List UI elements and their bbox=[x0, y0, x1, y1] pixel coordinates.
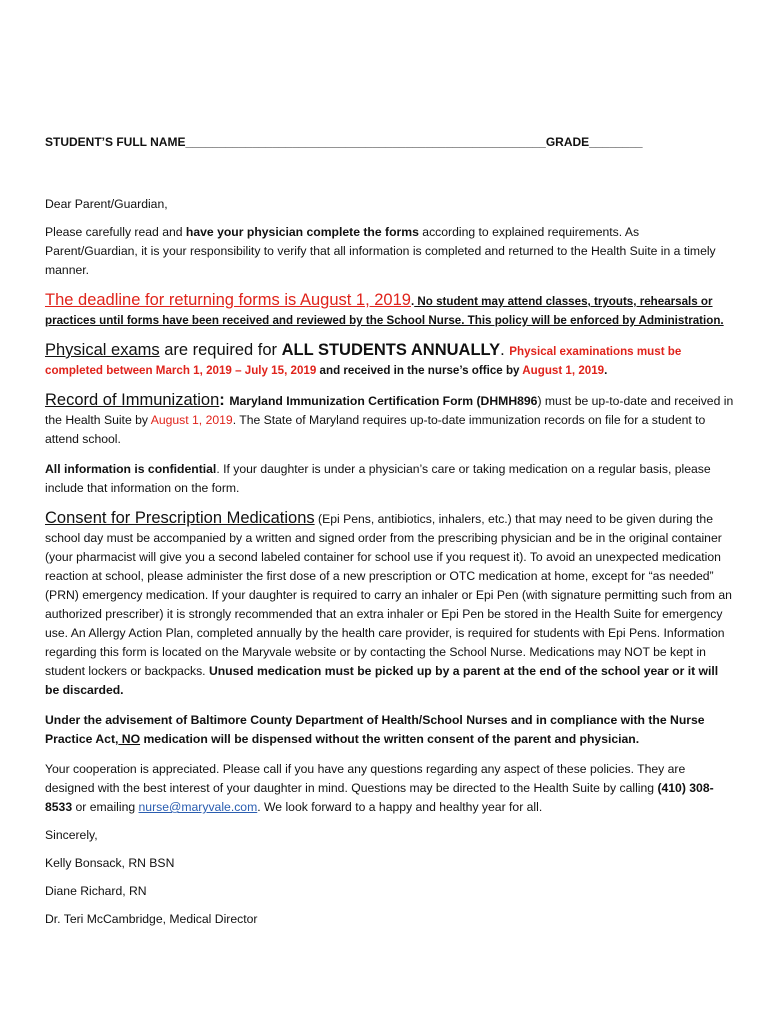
physical-exams-title: Physical exams bbox=[45, 341, 160, 359]
email-link[interactable]: nurse@maryvale.com bbox=[138, 800, 258, 814]
physical-exam-dates: Physical examinations must be completed between March 1, 2019 – July 15, 2019 bbox=[45, 345, 682, 377]
grade-label: GRADE bbox=[545, 135, 590, 149]
signature-1: Kelly Bonsack, RN BSN bbox=[45, 856, 175, 870]
letter-body bbox=[45, 133, 735, 929]
closing-paragraph: Your cooperation is appreciated. Please call if you have any questions regarding any aspect of these policies. They are designed with the best interest of your daughter in mind. Questions may be directed to the Health Suite by calling (410) 308-8533 or emailing nurse@maryvale.com. We look forward to a happy and healthy year for all. bbox=[45, 762, 714, 814]
immunization-paragraph: Record of Immunization: Maryland Immunization Certification Form (DHMH896) must be up-to-date and received in the Health Suite by August 1, 2019. The State of Maryland requires up-to-date immunization records on file for a student to attend school. bbox=[45, 391, 734, 446]
advisement-paragraph: Under the advisement of Baltimore County Department of Health/School Nurses and in compliance with the Nurse Practice Act, NO medication will be dispensed without the written consent of the parent and physician. bbox=[45, 713, 705, 746]
salutation: Dear Parent/Guardian, bbox=[45, 197, 168, 211]
confidential-paragraph: All information is confidential. If your daughter is under a physician’s care or taking medication on a regular basis, please include that information on the form. bbox=[45, 462, 711, 495]
intro-paragraph: Please carefully read and have your physician complete the forms according to explained requirements. As Parent/Guardian, it is your responsibility to verify that all information is completed and returned to the Health Suite in a timely manner. bbox=[45, 225, 716, 277]
student-name-field[interactable]: ______________________________________________________ bbox=[185, 135, 546, 149]
immunization-title: Record of Immunization bbox=[45, 391, 220, 409]
consent-paragraph: Consent for Prescription Medications (Epi Pens, antibiotics, inhalers, etc.) that may need to be given during the school day must be accompanied by a written and signed order from the prescribing physician and be in the original container (your pharmacist will give you a second labeled container for school use if you request it). To avoid an unexpected medication reaction at school, please administer the first dose of a new prescription or OTC medication at home, except for “as needed” (PRN) emergency medication. If your daughter is required to carry an inhaler or Epi Pen (with signature permitting such from an authorized prescriber) it is strongly recommended that an extra inhaler or Epi Pen be stored in the Health Suite for emergency use. An Allergy Action Plan, completed annually by the health care provider, is required for students with Epi Pens. Information regarding this form is located on the Maryvale website or by contacting the School Nurse. Medications may NOT be kept in student lockers or backpacks. Unused medication must be picked up by a parent at the end of the school year or it will be discarded. bbox=[45, 509, 732, 697]
grade-field[interactable]: ________ bbox=[589, 135, 643, 149]
deadline-headline: The deadline for returning forms is August 1, 2019 bbox=[45, 291, 411, 309]
phone-number: (410) 308-8533 bbox=[45, 781, 714, 814]
signature-3: Dr. Teri McCambridge, Medical Director bbox=[45, 912, 258, 926]
deadline-policy: No student may attend classes, tryouts, rehearsals or practices until forms have been received and reviewed by the School Nurse. This policy will be enforced by Administration. bbox=[45, 295, 724, 327]
sincerely: Sincerely, bbox=[45, 828, 98, 842]
consent-title: Consent for Prescription Medications bbox=[45, 509, 315, 527]
physical-exams-paragraph: Physical exams are required for ALL STUDENTS ANNUALLY. Physical examinations must be completed between March 1, 2019 – July 15, 2019 and received in the nurse’s office by August 1, 2019. bbox=[45, 341, 682, 377]
student-name-label: STUDENT’S FULL NAME bbox=[45, 135, 186, 149]
signature-2: Diane Richard, RN bbox=[45, 884, 147, 898]
deadline-paragraph: The deadline for returning forms is August 1, 2019. No student may attend classes, tryouts, rehearsals or practices until forms have been received and reviewed by the School Nurse. This policy will be enforced by Administration. bbox=[45, 291, 724, 327]
student-header bbox=[45, 133, 735, 152]
